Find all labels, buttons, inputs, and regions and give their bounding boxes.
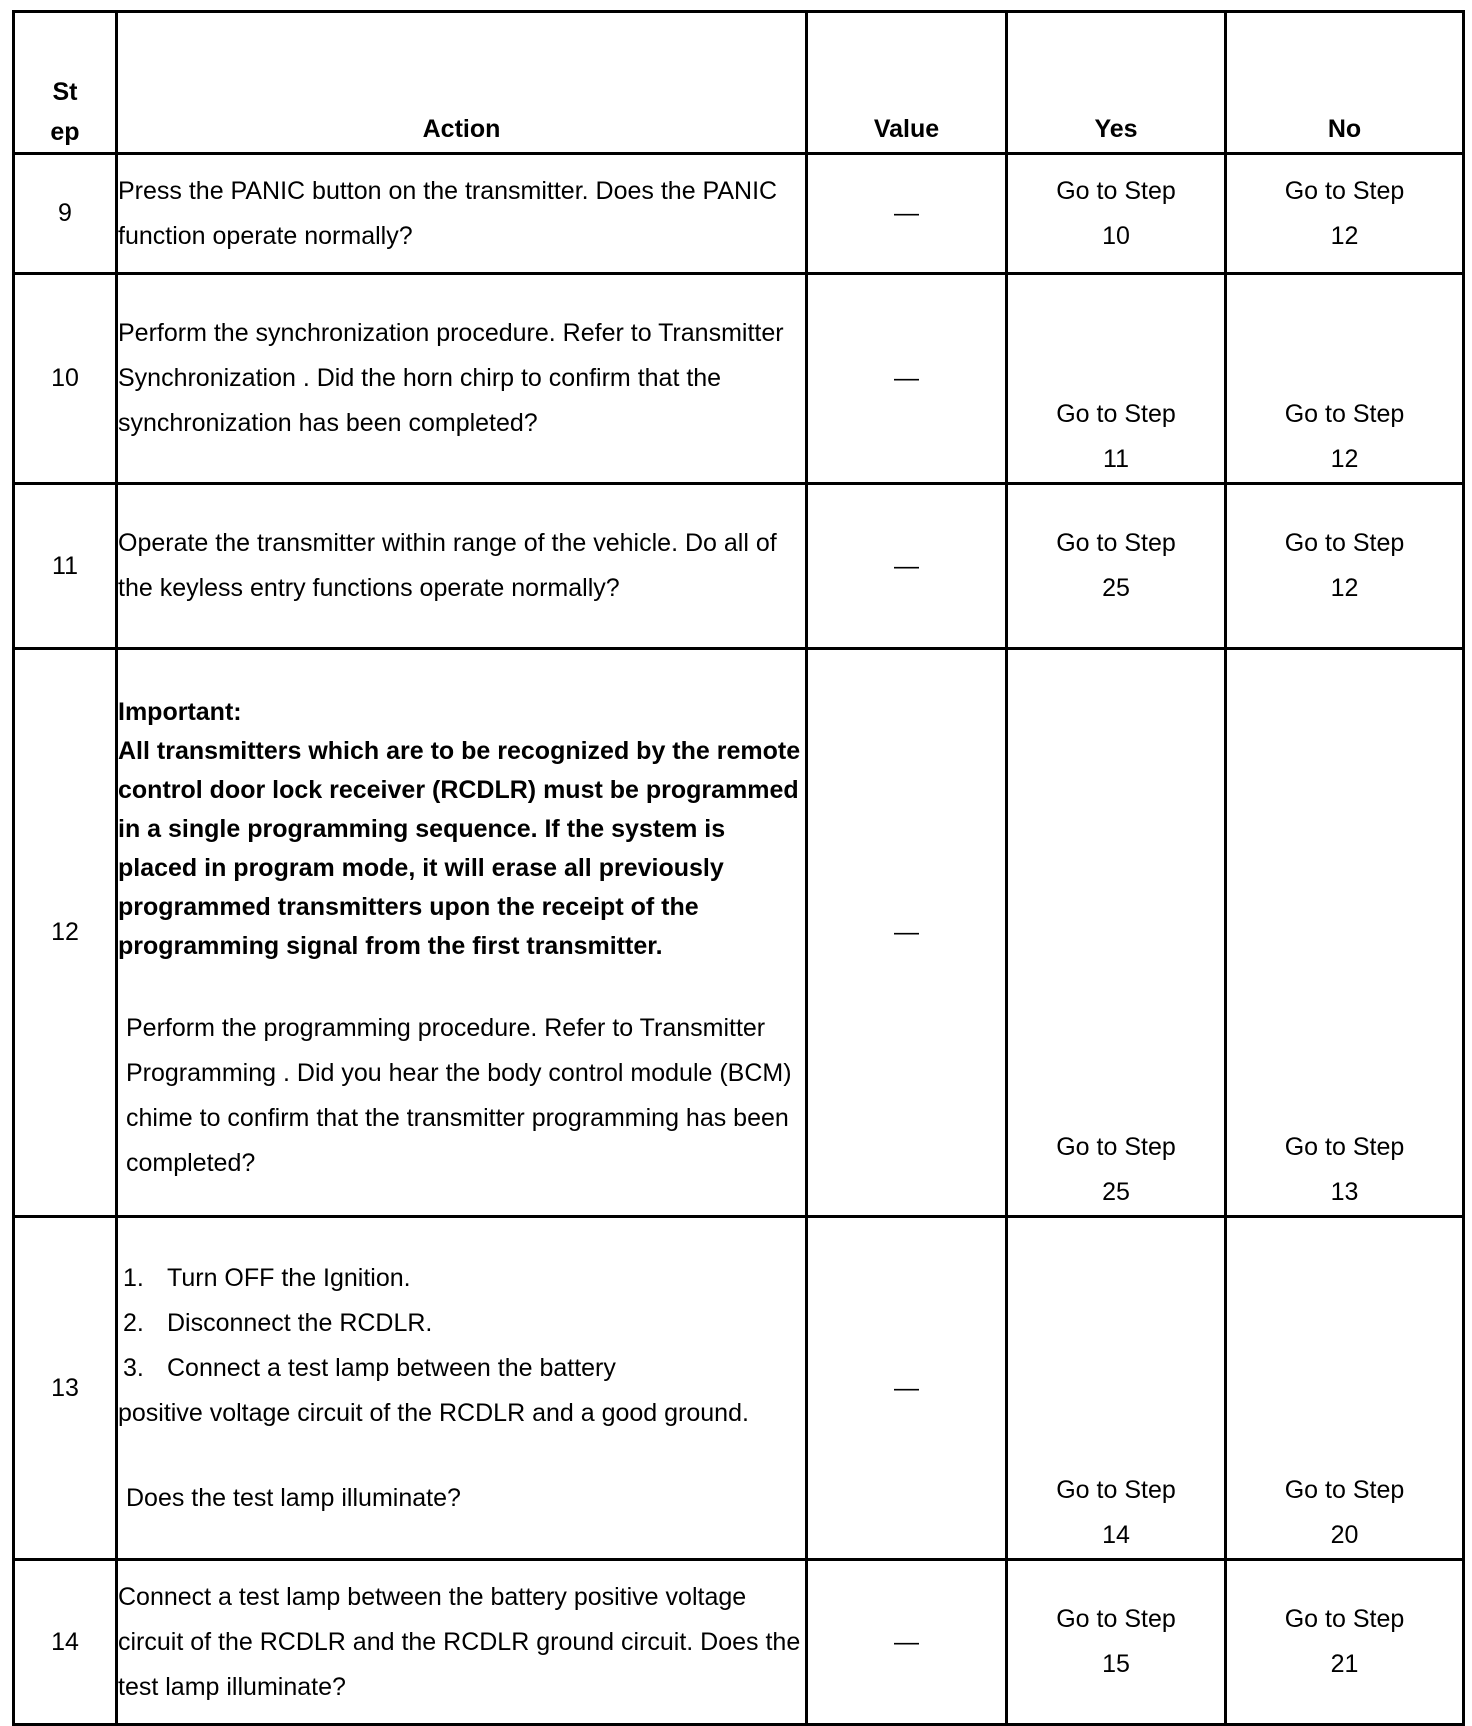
no-go-target: 12 — [1330, 574, 1359, 602]
table-row — [14, 274, 1464, 484]
list-item: 3. Connect a test lamp between the battery — [123, 1353, 616, 1382]
action-text: Perform the synchronization procedure. Refer to Transmitter Synchronization . Did the horn chirp to confirm that the synchronization has been completed? — [117, 274, 807, 484]
yes-cell — [1007, 154, 1226, 274]
action-text: Press the PANIC button on the transmitter. Does the PANIC function operate normally? — [117, 154, 807, 274]
step-number: 13 — [14, 1217, 117, 1560]
header-yes: Yes — [1007, 12, 1226, 154]
important-label: Important: — [118, 698, 242, 726]
yes-cell — [1007, 1217, 1226, 1560]
value-cell: — — [807, 1217, 1007, 1560]
list-item: 1. Turn OFF the Ignition. — [123, 1263, 411, 1292]
list-item: 2. Disconnect the RCDLR. — [123, 1308, 433, 1337]
header-action: Action — [117, 12, 807, 154]
action-text: Connect a test lamp between the battery positive voltage circuit of the RCDLR and the RCDLR ground circuit. Does the test lamp illuminate? — [117, 1560, 807, 1725]
yes-go-target: 14 — [1102, 1521, 1130, 1549]
yes-go-label: Go to Step — [1056, 1133, 1176, 1161]
no-go-label: Go to Step — [1284, 176, 1405, 205]
no-go-target: 21 — [1330, 1650, 1359, 1678]
yes-cell — [1007, 649, 1226, 1217]
important-text: All transmitters which are to be recognized by the remote control door lock receiver (RCDLR) must be programmed in a single programming sequence. If the system is placed in program mode, it will erase all previously programmed transmitters upon the receipt of the programming signal from the first transmitter. — [118, 737, 801, 960]
value-cell: — — [807, 1560, 1007, 1725]
action-text: Perform the programming procedure. Refer to Transmitter Programming . Did you hear the body control module (BCM) chime to confirm that the transmitter programming has been completed? — [126, 1014, 792, 1177]
no-cell — [1226, 274, 1464, 484]
no-go-label: Go to Step — [1284, 1605, 1405, 1633]
no-cell — [1226, 1217, 1464, 1560]
value-cell: — — [807, 154, 1007, 274]
table-row — [14, 1217, 1464, 1560]
table-row — [14, 484, 1464, 649]
no-go-label: Go to Step — [1284, 1476, 1405, 1504]
table-row — [14, 154, 1464, 274]
header-no: No — [1226, 12, 1464, 154]
step-number: 9 — [14, 154, 117, 274]
header-value: Value — [807, 12, 1007, 154]
yes-go-target: 10 — [1102, 221, 1130, 250]
action-question: Does the test lamp illuminate? — [126, 1483, 461, 1512]
list-continuation: positive voltage circuit of the RCDLR and a good ground. — [118, 1398, 749, 1427]
table-row — [14, 1560, 1464, 1725]
important-note — [118, 679, 805, 966]
no-cell — [1226, 154, 1464, 274]
step-number: 12 — [14, 649, 117, 1217]
no-go-target: 13 — [1330, 1178, 1359, 1206]
yes-go-label: Go to Step — [1056, 176, 1176, 205]
yes-go-target: 15 — [1102, 1650, 1130, 1678]
no-cell — [1226, 1560, 1464, 1725]
value-cell: — — [807, 274, 1007, 484]
no-cell — [1226, 649, 1464, 1217]
yes-go-label: Go to Step — [1056, 529, 1176, 557]
yes-go-label: Go to Step — [1056, 1605, 1176, 1633]
no-go-target: 20 — [1330, 1521, 1359, 1549]
step-number: 10 — [14, 274, 117, 484]
action-cell — [117, 649, 807, 1217]
yes-go-target: 11 — [1103, 445, 1129, 473]
yes-go-target: 25 — [1102, 1178, 1130, 1206]
yes-cell — [1007, 274, 1226, 484]
no-go-label: Go to Step — [1284, 1133, 1405, 1161]
value-cell: — — [807, 484, 1007, 649]
no-go-target: 12 — [1330, 221, 1359, 250]
action-text: Operate the transmitter within range of the vehicle. Do all of the keyless entry functions operate normally? — [117, 484, 807, 649]
no-cell — [1226, 484, 1464, 649]
no-go-target: 12 — [1330, 445, 1359, 473]
yes-go-target: 25 — [1102, 574, 1130, 602]
yes-go-label: Go to Step — [1056, 1476, 1176, 1504]
action-cell — [117, 1217, 807, 1560]
yes-cell — [1007, 484, 1226, 649]
header-step: St ep — [14, 12, 117, 154]
value-cell: — — [807, 649, 1007, 1217]
no-go-label: Go to Step — [1284, 400, 1405, 428]
header-row — [14, 12, 1464, 154]
table-row — [14, 649, 1464, 1217]
step-number: 11 — [14, 484, 117, 649]
step-number: 14 — [14, 1560, 117, 1725]
no-go-label: Go to Step — [1284, 529, 1405, 557]
yes-go-label: Go to Step — [1056, 400, 1176, 428]
diagnostic-table — [12, 10, 1465, 1726]
yes-cell — [1007, 1560, 1226, 1725]
